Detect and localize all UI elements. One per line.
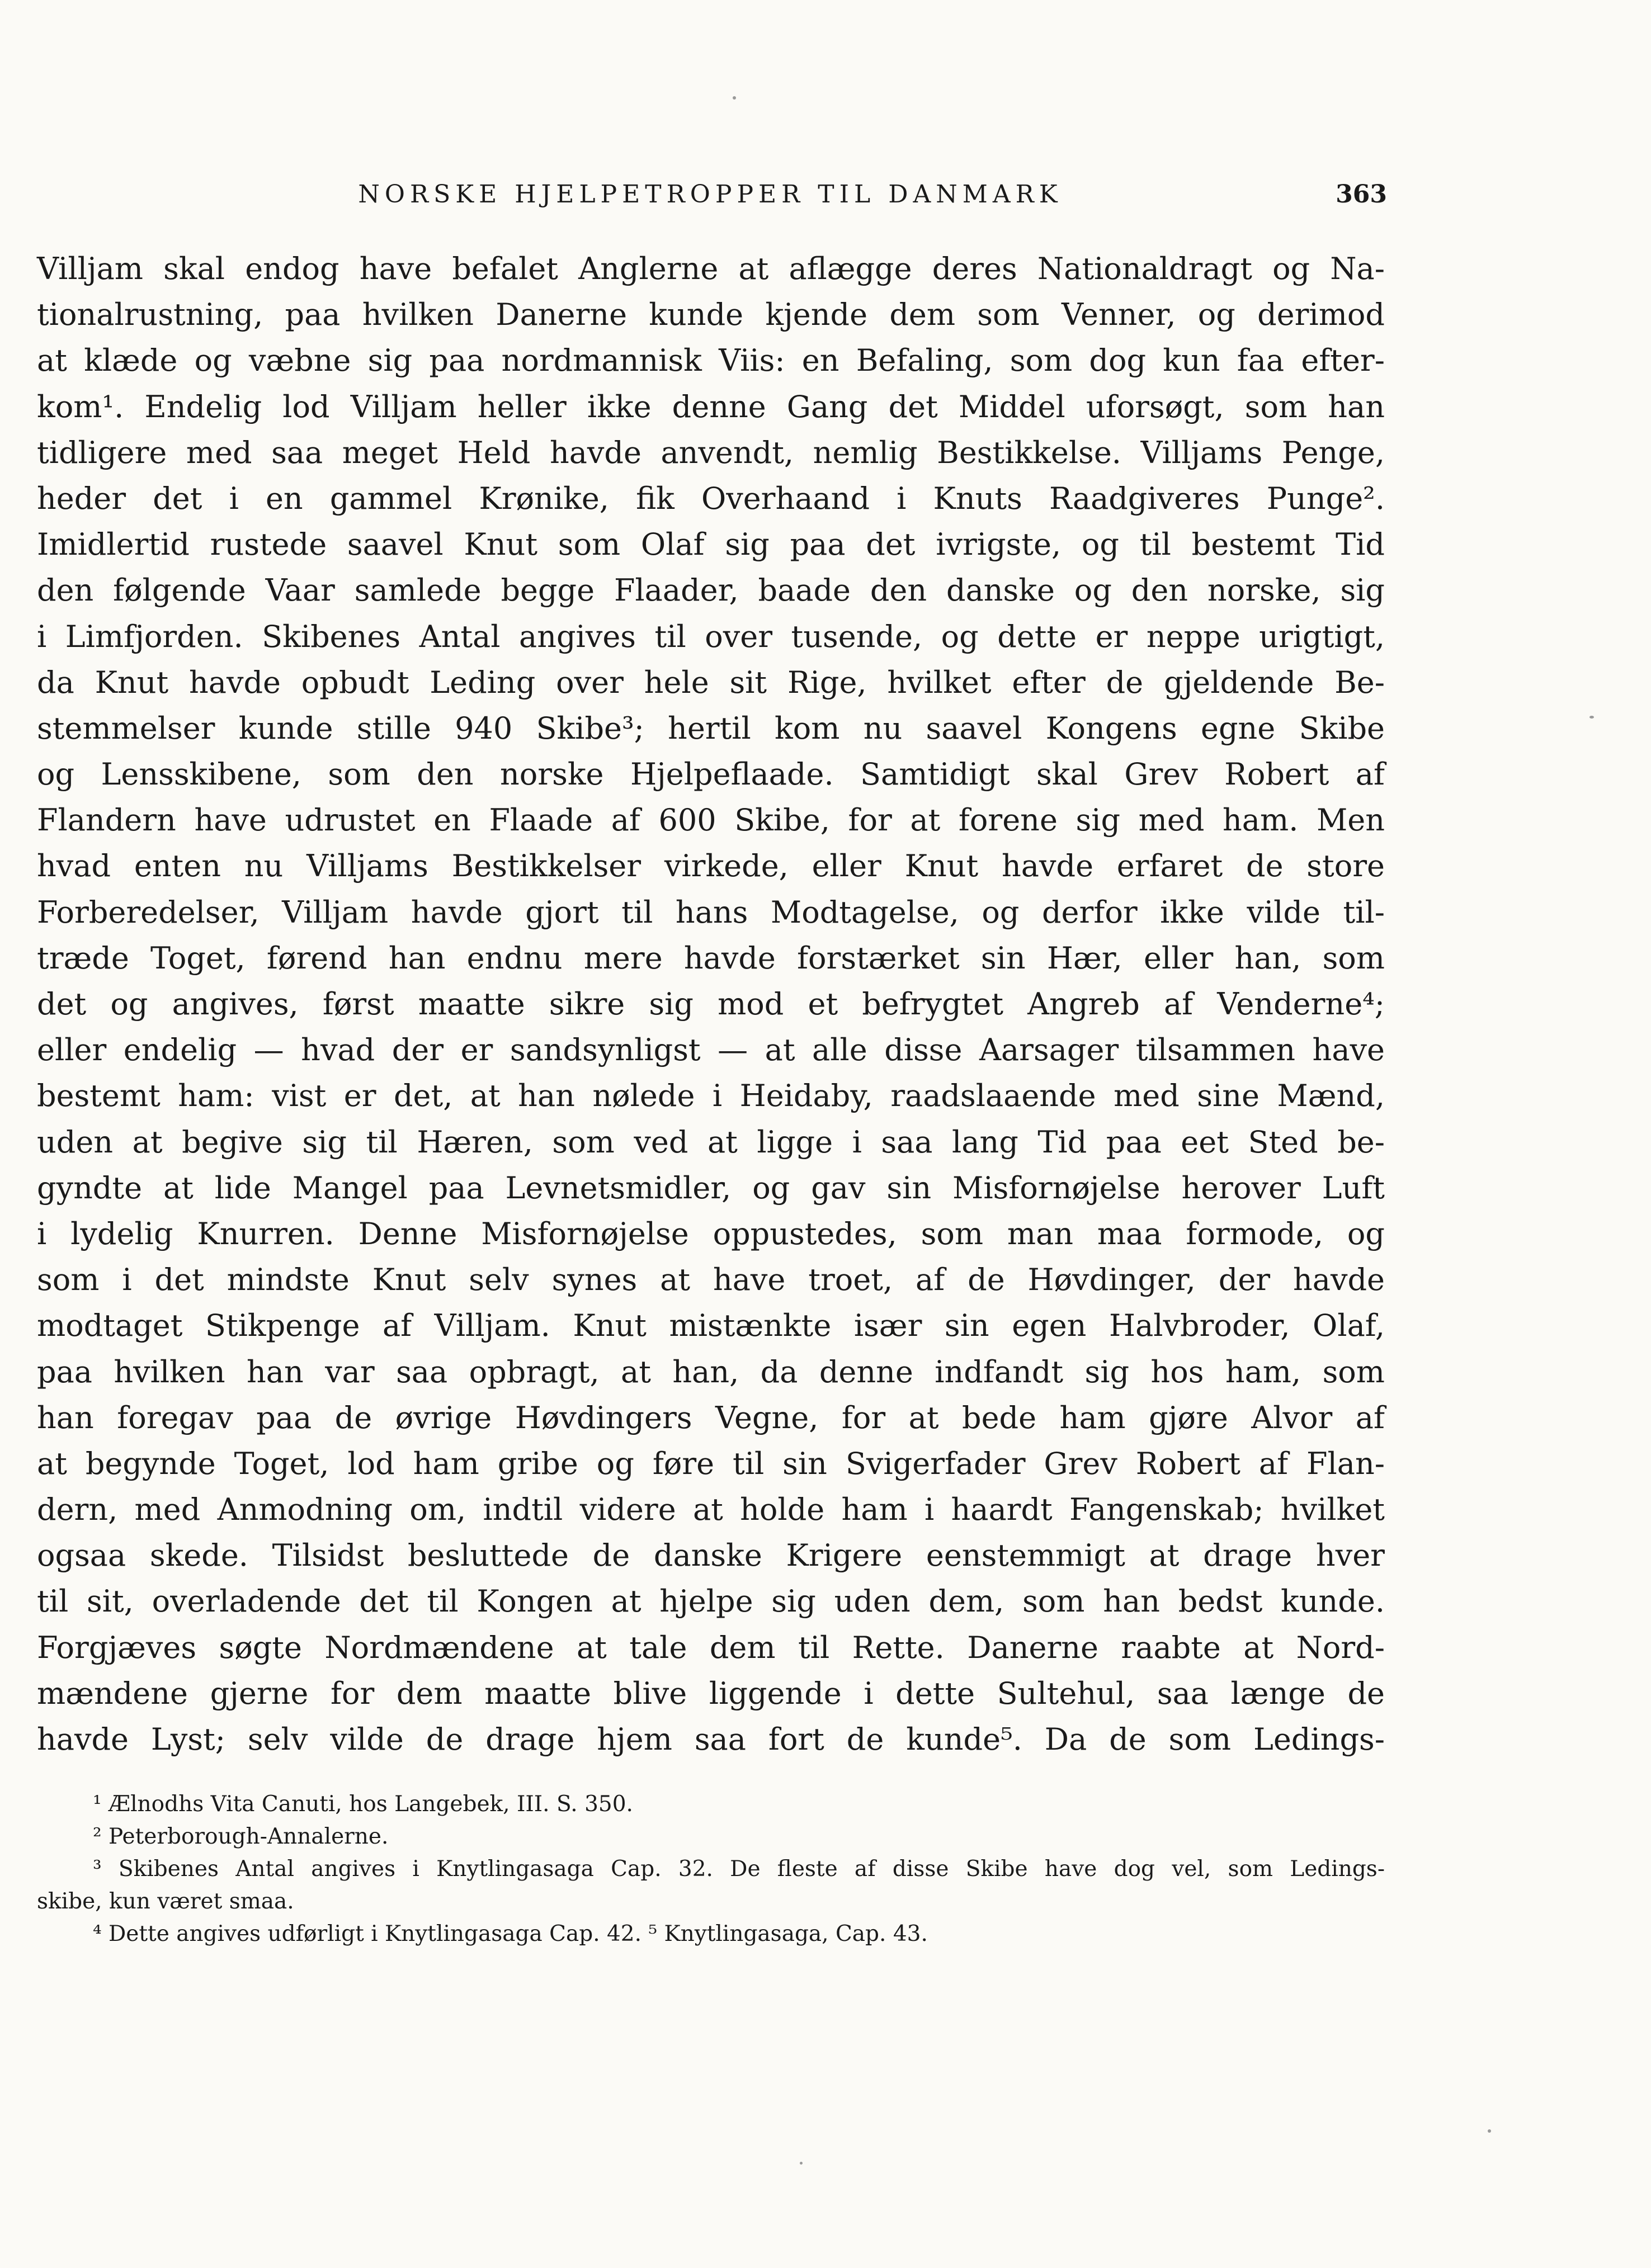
body-line: som i det mindste Knut selv synes at have troet, af de Høvdinger, der havde	[37, 1262, 1385, 1298]
scan-speck	[1589, 716, 1594, 719]
body-line: ogsaa skede. Tilsidst besluttede de danske Krigere eenstemmigt at drage hver	[37, 1538, 1385, 1574]
body-line: at klæde og væbne sig paa nordmannisk Viis: en Befaling, som dog kun faa efter-	[37, 343, 1385, 379]
footnote-3: ³ Skibenes Antal angives i Knytlingasaga Cap. 32. De fleste af disse Skibe have dog vel, som Ledings-	[93, 1856, 1385, 1882]
scan-speck	[800, 2162, 803, 2165]
body-line: dern, med Anmodning om, indtil videre at holde ham i haardt Fangenskab; hvilket	[37, 1492, 1385, 1528]
body-line: den følgende Vaar samlede begge Flaader, baade den danske og den norske, sig	[37, 573, 1385, 608]
body-line: bestemt ham: vist er det, at han nølede i Heidaby, raadslaaende med sine Mænd,	[37, 1078, 1385, 1114]
body-line: paa hvilken han var saa opbragt, at han, da denne indfandt sig hos ham, som	[37, 1354, 1385, 1390]
body-line: det og angives, først maatte sikre sig mod et befrygtet Angreb af Venderne⁴;	[37, 986, 1385, 1022]
body-line: Forgjæves søgte Nordmændene at tale dem til Rette. Danerne raabte at Nord-	[37, 1629, 1385, 1665]
body-line: gyndte at lide Mangel paa Levnetsmidler, og gav sin Misfornøjelse herover Luft	[37, 1170, 1385, 1206]
body-line: stemmelser kunde stille 940 Skibe³; hertil kom nu saavel Kongens egne Skibe	[37, 710, 1385, 746]
footnote-2: ² Peterborough-Annalerne.	[93, 1824, 389, 1849]
scan-speck	[1488, 2129, 1491, 2133]
body-line: tidligere med saa meget Held havde anvendt, nemlig Bestikkelse. Villjams Penge,	[37, 434, 1385, 470]
body-line: at begynde Toget, lod ham gribe og føre til sin Svigerfader Grev Robert af Flan-	[37, 1445, 1385, 1481]
body-line: mændene gjerne for dem maatte blive liggende i dette Sultehul, saa længe de	[37, 1675, 1385, 1711]
body-line: træde Toget, førend han endnu mere havde forstærket sin Hær, eller han, som	[37, 940, 1385, 976]
body-line: Imidlertid rustede saavel Knut som Olaf sig paa det ivrigste, og til bestemt Tid	[37, 527, 1385, 563]
page-header	[179, 178, 1387, 211]
body-line: han foregav paa de øvrige Høvdingers Vegne, for at bede ham gjøre Alvor af	[37, 1400, 1385, 1435]
body-line: hvad enten nu Villjams Bestikkelser virkede, eller Knut havde erfaret de store	[37, 848, 1385, 884]
footnote-4-5: ⁴ Dette angives udførligt i Knytlingasaga Cap. 42. ⁵ Knytlingasaga, Cap. 43.	[93, 1921, 928, 1946]
body-line: og Lensskibene, som den norske Hjelpeflaade. Samtidigt skal Grev Robert af	[37, 757, 1385, 792]
body-line: heder det i en gammel Krønike, fik Overhaand i Knuts Raadgiveres Punge².	[37, 480, 1385, 516]
body-line: i Limfjorden. Skibenes Antal angives til over tusende, og dette er neppe urigtigt,	[37, 618, 1385, 654]
scan-speck	[733, 96, 736, 100]
footnotes	[37, 1788, 1385, 1950]
body-line: da Knut havde opbudt Leding over hele sit Rige, hvilket efter de gjeldende Be-	[37, 664, 1385, 700]
body-line: Flandern have udrustet en Flaade af 600 Skibe, for at forene sig med ham. Men	[37, 802, 1385, 838]
page-number: 363	[1336, 180, 1387, 209]
running-head: NORSKE HJELPETROPPER TIL DANMARK	[358, 180, 1063, 209]
body-line: eller endelig — hvad der er sandsynligst — at alle disse Aarsager tilsammen have	[37, 1032, 1385, 1068]
body-line: modtaget Stikpenge af Villjam. Knut mistænkte især sin egen Halvbroder, Olaf,	[37, 1308, 1385, 1344]
body-line: til sit, overladende det til Kongen at hjelpe sig uden dem, som han bedst kunde.	[37, 1584, 1385, 1619]
body-line: kom¹. Endelig lod Villjam heller ikke denne Gang det Middel uforsøgt, som han	[37, 389, 1385, 424]
body-line: uden at begive sig til Hæren, som ved at ligge i saa lang Tid paa eet Sted be-	[37, 1124, 1385, 1160]
body-line: Forberedelser, Villjam havde gjort til hans Modtagelse, og derfor ikke vilde til-	[37, 894, 1385, 930]
body-line: i lydelig Knurren. Denne Misfornøjelse oppustedes, som man maa formode, og	[37, 1216, 1385, 1251]
body-line: havde Lyst; selv vilde de drage hjem saa fort de kunde⁵. Da de som Ledings-	[37, 1722, 1385, 1757]
body-line: Villjam skal endog have befalet Anglerne at aflægge deres Nationaldragt og Na-	[37, 251, 1385, 286]
body-text	[37, 246, 1385, 1763]
footnote-3-continuation: skibe, kun været smaa.	[37, 1889, 294, 1914]
footnote-1: ¹ Ælnodhs Vita Canuti, hos Langebek, III. S. 350.	[93, 1792, 633, 1817]
body-line: tionalrustning, paa hvilken Danerne kunde kjende dem som Venner, og derimod	[37, 297, 1385, 333]
